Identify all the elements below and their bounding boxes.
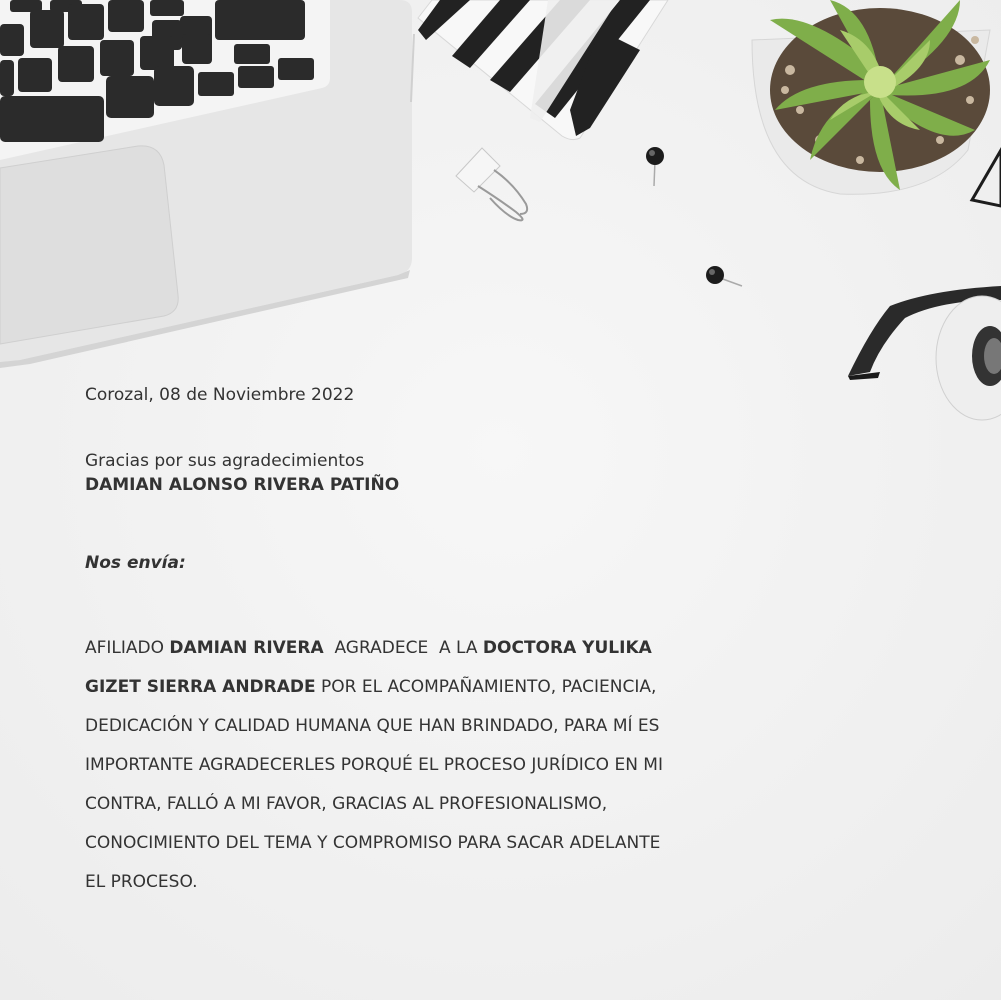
letter-recipient: DAMIAN ALONSO RIVERA PATIÑO <box>85 475 400 495</box>
letter-greeting: Gracias por sus agradecimientos <box>85 451 365 471</box>
body-bold-doctor: DOCTORA YULIKA GIZET SIERRA ANDRADE <box>85 638 652 697</box>
body-text: POR EL ACOMPAÑAMIENTO, PACIENCIA, DEDICACIÓN Y CALIDAD HUMANA QUE HAN BRINDADO, PARA MÍ ES IMPORTANTE AGRADECERLES PORQUÉ EL PROCESO JURÍDICO EN MI CONTRA, FALLÓ A MI FAVOR, GRACIAS AL PROFESIONALISMO, CONOCIMIENTO DEL TEMA Y COMPROMISO PARA SACAR ADELANTE EL PROCESO. <box>85 677 663 892</box>
letter-body <box>85 629 685 902</box>
body-bold-name: DAMIAN RIVERA <box>169 638 324 658</box>
letter-date: Corozal, 08 de Noviembre 2022 <box>85 385 355 405</box>
body-text: AFILIADO <box>85 638 170 658</box>
letter-content <box>85 383 685 902</box>
letter-sender-label: Nos envía: <box>85 553 186 573</box>
body-text: AGRADECE A LA <box>323 638 483 658</box>
